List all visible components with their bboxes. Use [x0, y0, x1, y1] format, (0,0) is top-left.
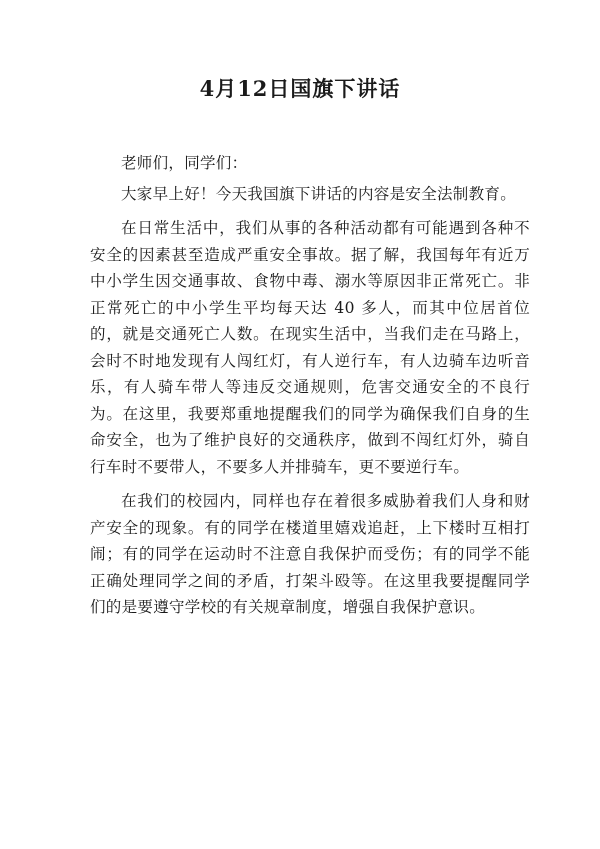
document-title: 4月12日国旗下讲话: [199, 76, 401, 101]
greeting-paragraph: 大家早上好！今天我国旗下讲话的内容是安全法制教育。: [121, 184, 517, 203]
traffic-safety-paragraph: 在日常生活中，我们从事的各种活动都有可能遇到各种不安全的因素甚至造成严重安全事故。据了解，我国每年有近万中小学生因交通事故、食物中毒、溺水等原因非正常死亡。非正常死亡的中小学生平均每天达 40 多人，而其中位居首位的，就是交通死亡人数。在现实生活中，当我们走在马路上，会时不时地发现有人闯红灯，有人逆行车，有人边骑车边听音乐，有人骑车带人等违反交通规则，危害交通安全的不良行为。在这里，我要郑重地提醒我们的同学为确保我们自身的生命安全，也为了维护良好的交通秩序，做到不闯红灯外，骑自行车时不要带人，不要多人并排骑车，更不要逆行车。: [90, 219, 530, 476]
salutation-paragraph: 老师们，同学们：: [121, 154, 248, 172]
campus-safety-paragraph: 在我们的校园内，同样也存在着很多威胁着我们人身和财产安全的现象。有的同学在楼道里嬉戏追赶，上下楼时互相打闹；有的同学在运动时不注意自我保护而受伤；有的同学不能正确处理同学之间的矛盾，打架斗殴等。在这里我要提醒同学们的是要遵守学校的有关规章制度，增强自我保护意识。: [90, 492, 530, 616]
document-body: [90, 150, 530, 629]
